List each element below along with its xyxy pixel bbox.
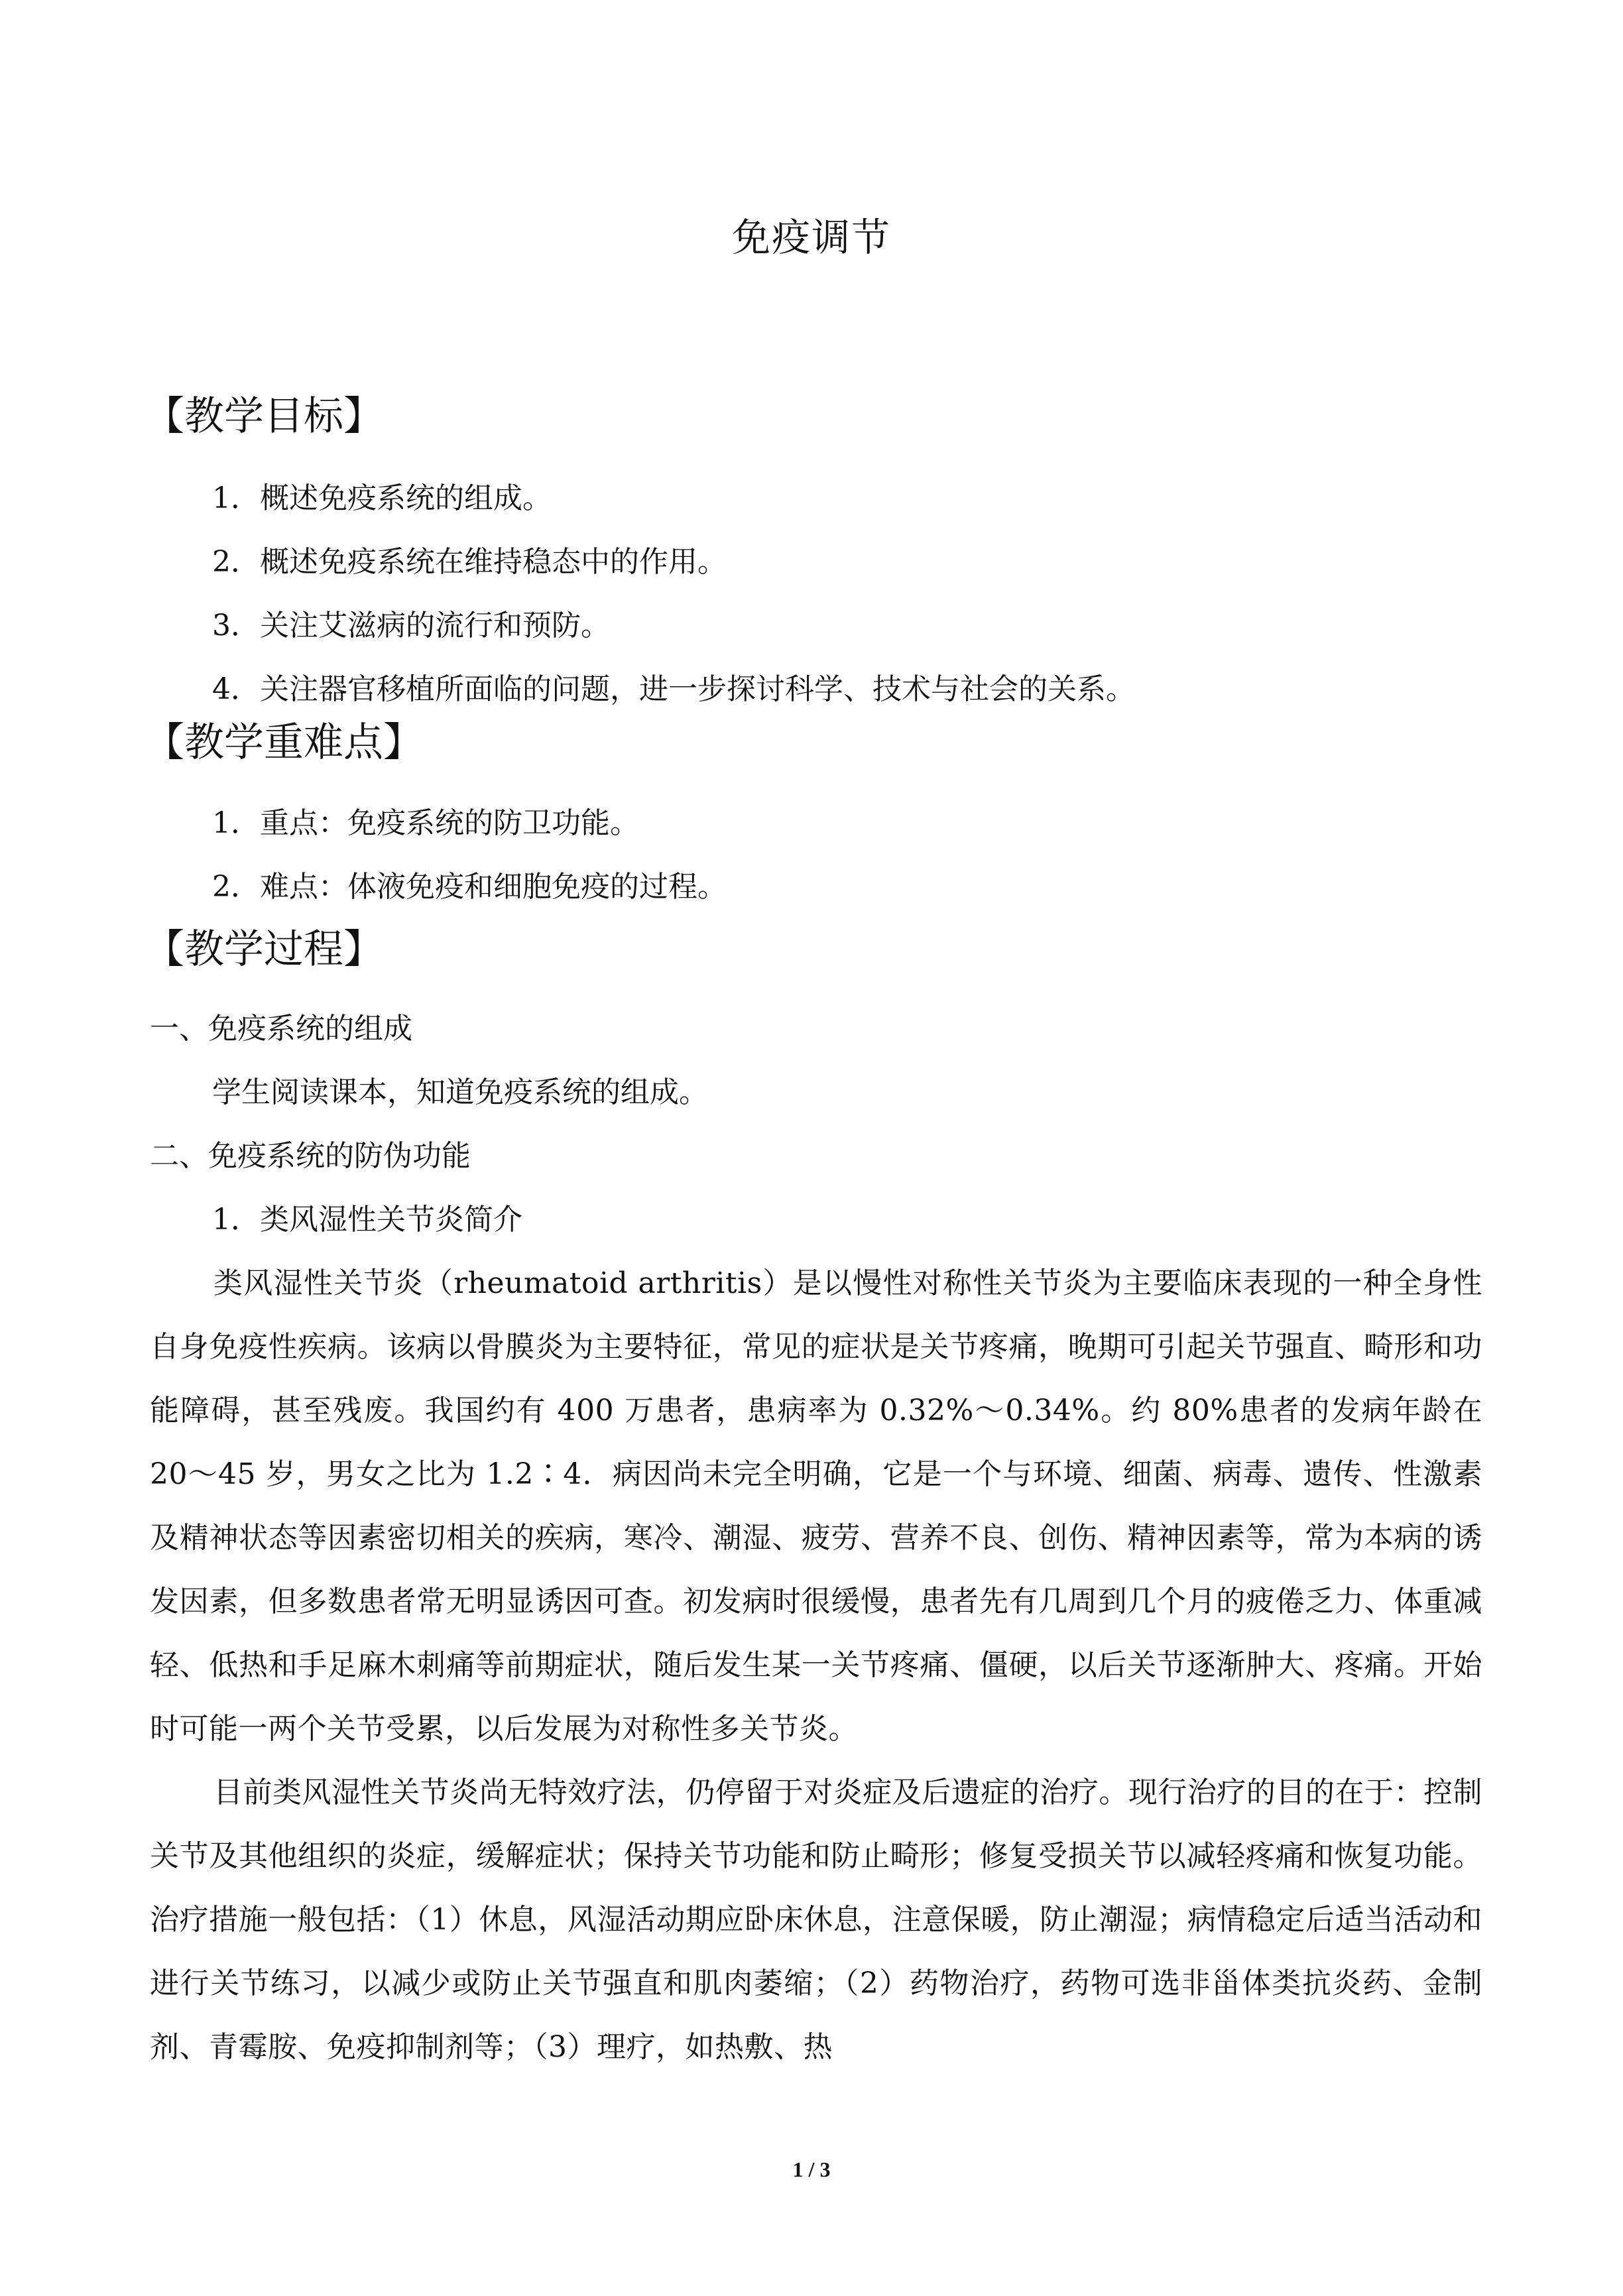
process-part2-heading: 二、免疫系统的防伪功能	[150, 1139, 471, 1173]
objective-item-3: 3．关注艾滋病的流行和预防。	[212, 609, 610, 642]
objective-item-1: 1．概述免疫系统的组成。	[212, 481, 552, 515]
objective-item-2: 2．概述免疫系统在维持稳态中的作用。	[212, 545, 727, 579]
paragraph-ra-treatment: 目前类风湿性关节炎尚无特效疗法，仍停留于对炎症及后遗症的治疗。现行治疗的目的在于：控制关节及其他组织的炎症，缓解症状；保持关节功能和防止畸形；修复受损关节以减轻疼痛和恢复功能。治疗措施一般包括：（1）休息，风湿活动期应卧床休息，注意保暖，防止潮湿；病情稳定后适当活动和进行关节练习，以减少或防止关节强直和肌肉萎缩；（2）药物治疗，药物可选非甾体类抗炎药、金制剂、青霉胺、免疫抑制剂等；（3）理疗，如热敷、热	[150, 1776, 1482, 2064]
section-heading-process: 【教学过程】	[145, 926, 383, 973]
process-part1-text: 学生阅读课本，知道免疫系统的组成。	[212, 1075, 708, 1109]
process-part1-heading: 一、免疫系统的组成	[150, 1012, 412, 1046]
objective-item-4: 4．关注器官移植所面临的问题，进一步探讨科学、技术与社会的关系。	[212, 672, 1135, 706]
key-point-item-2: 2．难点：体液免疫和细胞免疫的过程。	[212, 870, 727, 904]
process-part2-subheading: 1．类风湿性关节炎简介	[212, 1203, 522, 1237]
section-heading-objectives: 【教学目标】	[145, 393, 383, 440]
section-heading-key-points: 【教学重难点】	[145, 719, 423, 766]
key-point-item-1: 1．重点：免疫系统的防卫功能。	[212, 806, 639, 840]
paragraph-ra-introduction: 类风湿性关节炎（rheumatoid arthritis）是以慢性对称性关节炎为主要临床表现的一种全身性自身免疫性疾病。该病以骨膜炎为主要特征，常见的症状是关节疼痛，晚期可引起关节强直、畸形和功能障碍，甚至残废。我国约有 400 万患者，患病率为 0.32%～0.34%。约 80%患者的发病年龄在 20～45 岁，男女之比为 1.2∶4．病因尚未完全明确，它是一个与环境、细菌、病毒、遗传、性激素及精神状态等因素密切相关的疾病，寒冷、潮湿、疲劳、营养不良、创伤、精神因素等，常为本病的诱发因素，但多数患者常无明显诱因可查。初发病时很缓慢，患者先有几周到几个月的疲倦乏力、体重减轻、低热和手足麻木刺痛等前期症状，随后发生某一关节疼痛、僵硬，以后关节逐渐肿大、疼痛。开始时可能一两个关节受累，以后发展为对称性多关节炎。	[150, 1266, 1482, 1746]
page-number: 1 / 3	[792, 2157, 831, 2181]
page-title: 免疫调节	[731, 215, 891, 260]
